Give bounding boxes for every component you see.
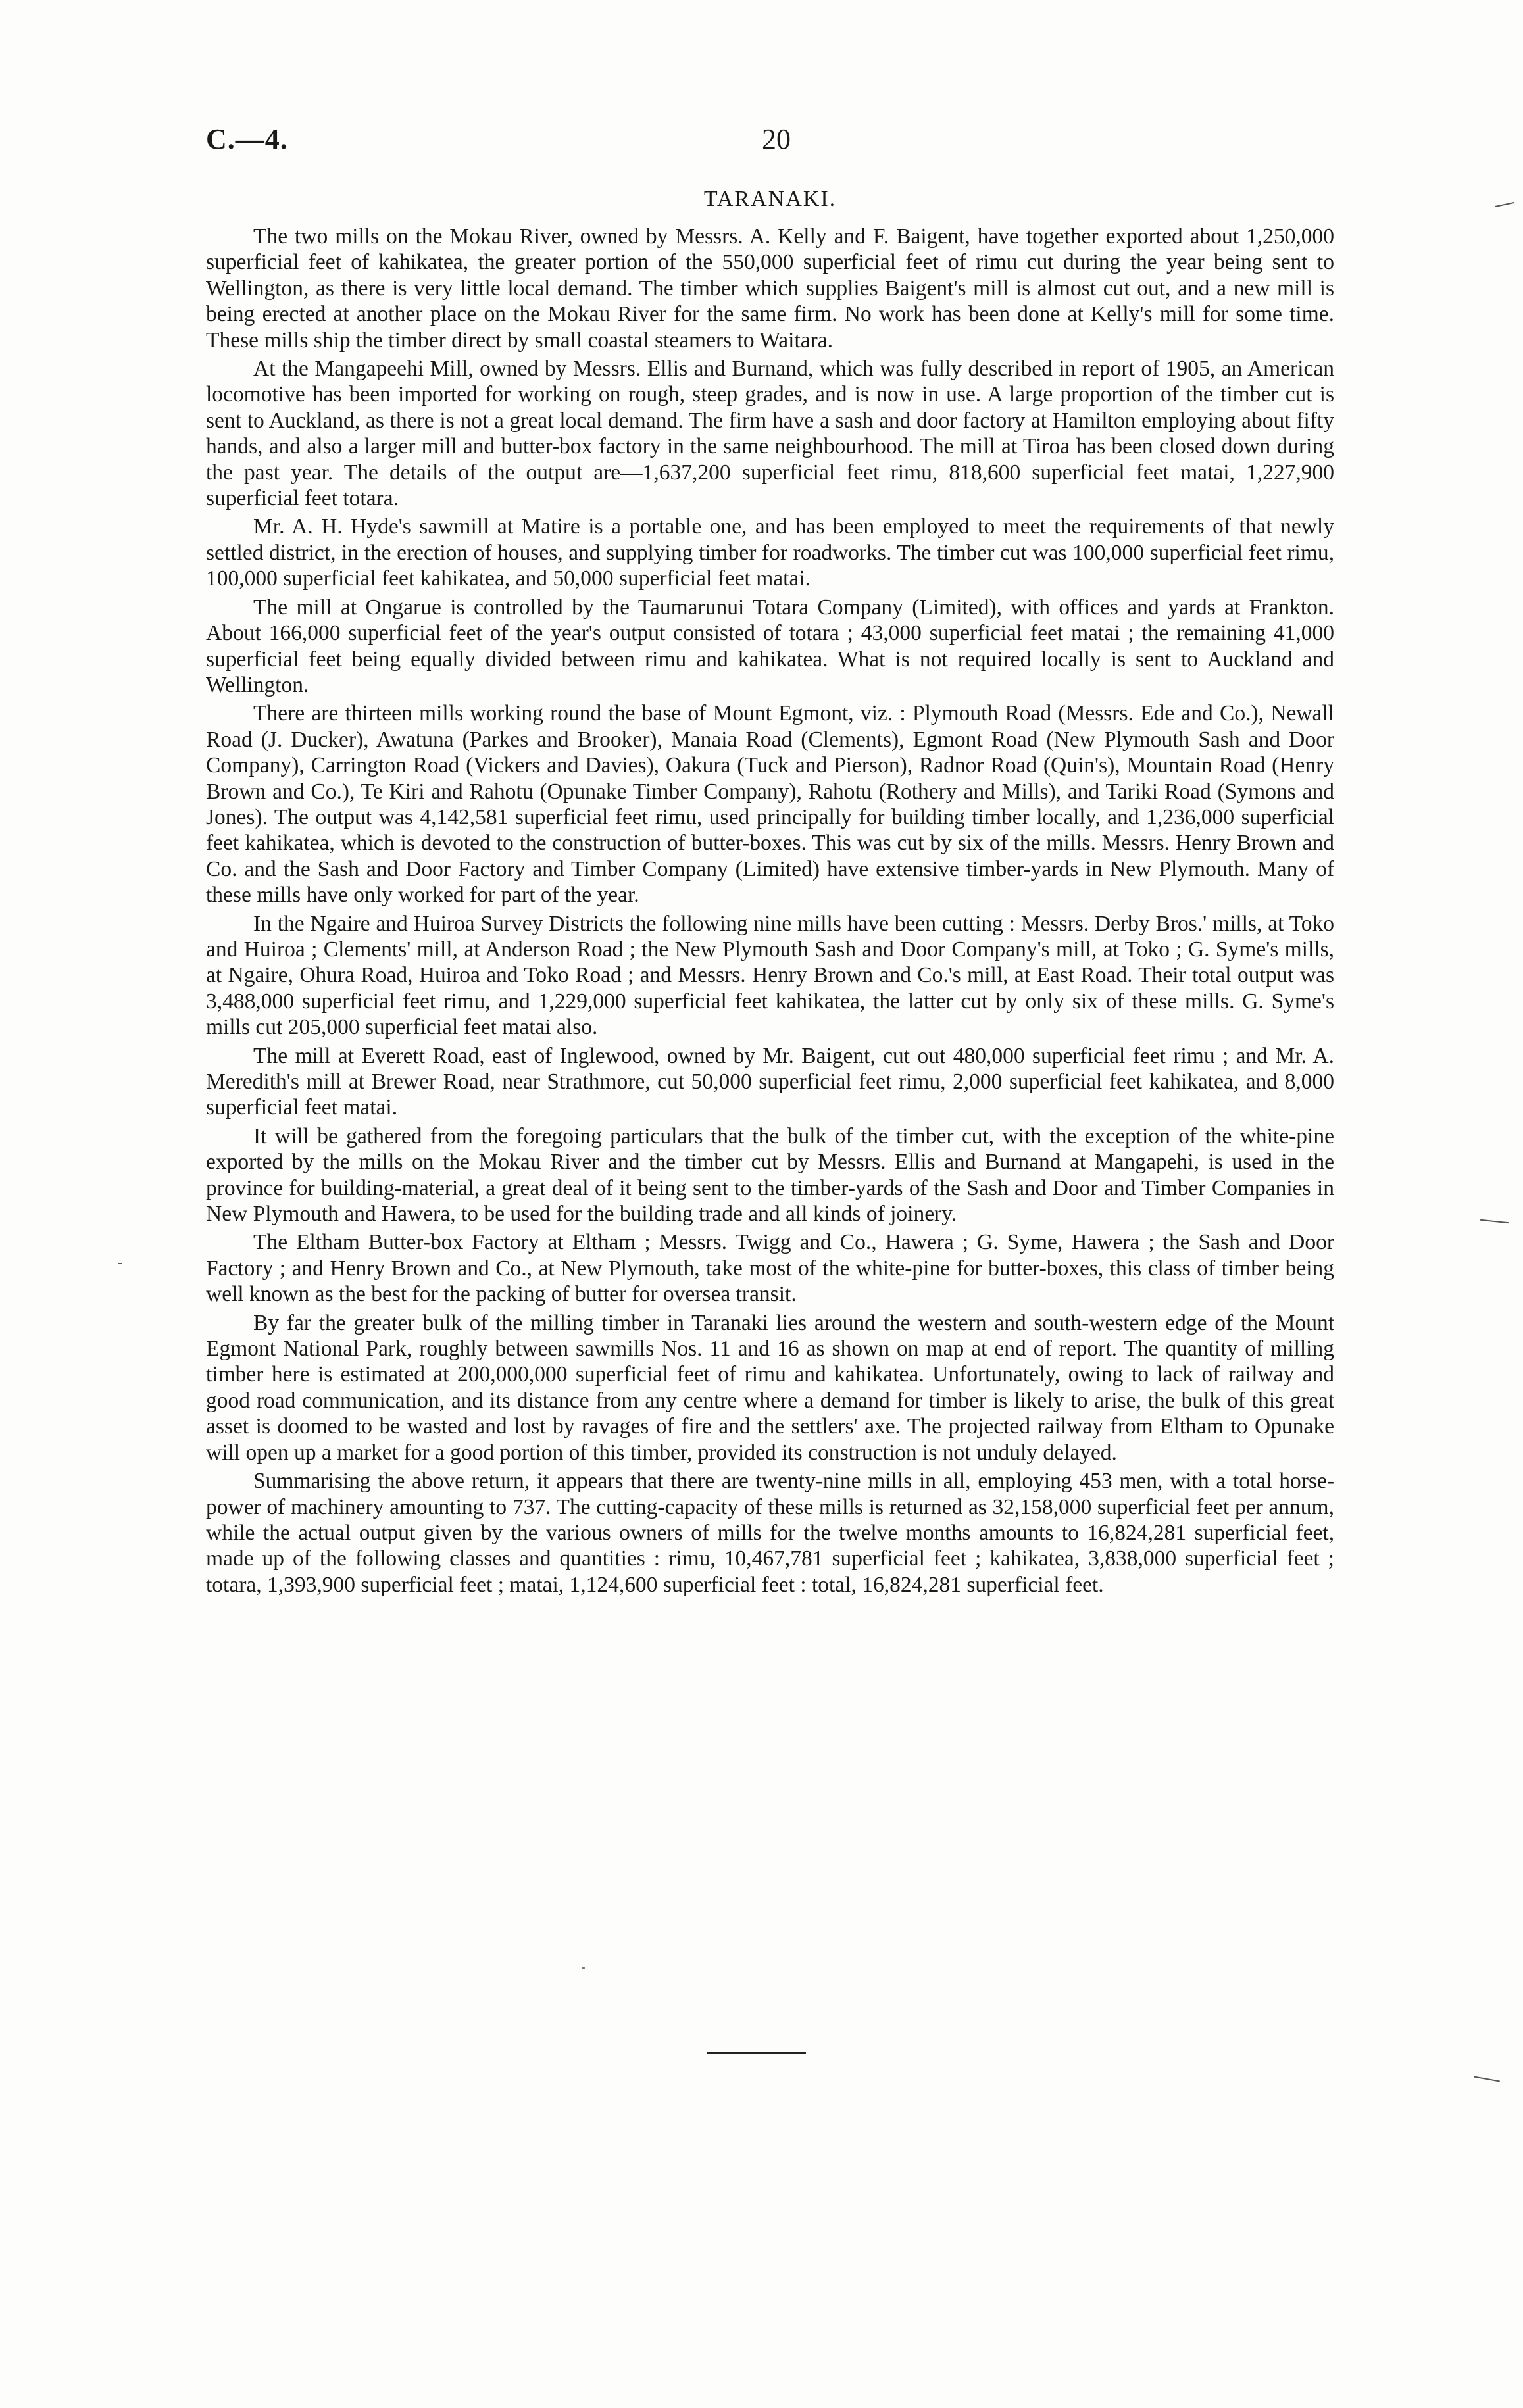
paragraph-ongarue-mill: The mill at Ongarue is controlled by the Taumarunui Totara Company (Limited), with offices and yards at Frankton. About 166,000 superficial feet of the year's output consisted of totara ; 43,000 superficial feet matai ; the remaining 41,000 superficial feet being equally divided between rimu and kahikatea. What is not required locally is sent to Auckland and Wellington. [206,595,1334,697]
paragraph-timber-use: It will be gathered from the foregoing particulars that the bulk of the timber cut, with the exception of the white-pine exported by the mills on the Mokau River and the timber cut by Messrs. Ellis and Burnand at Mangapehi, is used in the province for building-material, a great deal of it being sent to the timber-yards of the Sash and Door and Timber Companies in New Plymouth and Hawera, to be used for the building trade and all kinds of joinery. [206,1123,1334,1227]
document-reference: C.—4. [206,123,288,155]
closing-rule [707,2052,806,2054]
body-text [206,224,1334,1600]
margin-mark [1495,202,1514,207]
margin-mark [1474,2076,1500,2082]
paragraph-mangapeehi-mill: At the Mangapeehi Mill, owned by Messrs. Ellis and Burnand, which was fully described in report of 1905, an American locomotive has been imported for working on rough, steep grades, and is now in use. A large proportion of the timber cut is sent to Auckland, as there is not a great local demand. The firm have a sash and door factory at Hamilton employing about fifty hands, and also a larger mill and butter-box factory in the same neighbourhood. The mill at Tiroa has been closed down during the past year. The details of the output are—1,637,200 superficial feet rimu, 818,600 superficial feet matai, 1,227,900 superficial feet totara. [206,356,1334,511]
paragraph-everett-road-mill: The mill at Everett Road, east of Inglewood, owned by Mr. Baigent, cut out 480,000 superficial feet rimu ; and Mr. A. Meredith's mill at Brewer Road, near Strathmore, cut 50,000 superficial feet rimu, 2,000 superficial feet kahikatea, and 8,000 superficial feet matai. [206,1043,1334,1120]
paragraph-butter-box-factories: The Eltham Butter-box Factory at Eltham ; Messrs. Twigg and Co., Hawera ; G. Syme, Hawera ; the Sash and Door Factory ; and Henry Brown and Co., at New Plymouth, take most of the white-pine for butter-boxes, this class of timber being well known as the best for the packing of butter for oversea transit. [206,1230,1334,1307]
paragraph-matire-sawmill: Mr. A. H. Hyde's sawmill at Matire is a portable one, and has been employed to meet the requirements of that newly settled district, in the erection of houses, and supplying timber for roadworks. The timber cut was 100,000 superficial feet rimu, 100,000 superficial feet kahikatea, and 50,000 superficial feet matai. [206,514,1334,591]
section-title: TARANAKI. [703,187,837,211]
paragraph-summary: Summarising the above return, it appears that there are twenty-nine mills in all, employing 453 men, with a total horse-power of machinery amounting to 737. The cutting-capacity of these mills is returned as 32,158,000 superficial feet per annum, while the actual output given by the various owners of mills for the twelve months amounts to 16,824,281 superficial feet, made up of the following classes and quantities : rimu, 10,467,781 superficial feet ; kahikatea, 3,838,000 superficial feet ; totara, 1,393,900 superficial feet ; matai, 1,124,600 superficial feet : total, 16,824,281 superficial feet. [206,1469,1334,1597]
paragraph-milling-timber-estimate: By far the greater bulk of the milling timber in Taranaki lies around the western and south-western edge of the Mount Egmont National Park, roughly between sawmills Nos. 11 and 16 as shown on map at end of report. The quantity of milling timber here is estimated at 200,000,000 superficial feet of rimu and kahikatea. Unfortunately, owing to lack of railway and good road communication, and its distance from any centre where a demand for timber is likely to arise, the bulk of this great asset is doomed to be wasted and lost by ravages of fire and the settlers' axe. The projected railway from Eltham to Opunake will open up a market for a good portion of this timber, provided its construction is not unduly delayed. [206,1310,1334,1465]
page-number: 20 [762,123,791,155]
paragraph-ngaire-huiroa-mills: In the Ngaire and Huiroa Survey Districts the following nine mills have been cutting : Messrs. Derby Bros.' mills, at Toko and Huiroa ; Clements' mill, at Anderson Road ; the New Plymouth Sash and Door Company's mill, at Toko ; G. Syme's mills, at Ngaire, Ohura Road, Huiroa and Toko Road ; and Messrs. Henry Brown and Co.'s mill, at East Road. Their total output was 3,488,000 superficial feet rimu, and 1,229,000 superficial feet kahikatea, the latter cut by only six of these mills. G. Syme's mills cut 205,000 superficial feet matai also. [206,911,1334,1040]
margin-mark [118,1263,122,1264]
paragraph-mount-egmont-mills: There are thirteen mills working round the base of Mount Egmont, viz. : Plymouth Road (Messrs. Ede and Co.), Newall Road (J. Ducker), Awatuna (Parkes and Brooker), Manaia Road (Clements), Egmont Road (New Plymouth Sash and Door Company), Carrington Road (Vickers and Davies), Oakura (Tuck and Pierson), Radnor Road (Quin's), Mountain Road (Henry Brown and Co.), Te Kiri and Rahotu (Opunake Timber Company), Rahotu (Rothery and Mills), and Tariki Road (Symons and Jones). The output was 4,142,581 superficial feet rimu, used principally for building timber locally, and 1,236,000 superficial feet kahikatea, which is devoted to the construction of butter-boxes. This was cut by six of the mills. Messrs. Henry Brown and Co. and the Sash and Door Factory and Timber Company (Limited) have extensive timber-yards in New Plymouth. Many of these mills have only worked for part of the year. [206,701,1334,908]
margin-mark [1480,1219,1509,1224]
stray-dot [582,1967,585,1969]
paragraph-mokau-mills: The two mills on the Mokau River, owned by Messrs. A. Kelly and F. Baigent, have together exported about 1,250,000 superficial feet of kahikatea, the greater portion of the 550,000 superficial feet of rimu cut during the year being sent to Wellington, as there is very little local demand. The timber which supplies Baigent's mill is almost cut out, and a new mill is being erected at another place on the Mokau River for the same firm. No work has been done at Kelly's mill for some time. These mills ship the timber direct by small coastal steamers to Waitara. [206,224,1334,353]
